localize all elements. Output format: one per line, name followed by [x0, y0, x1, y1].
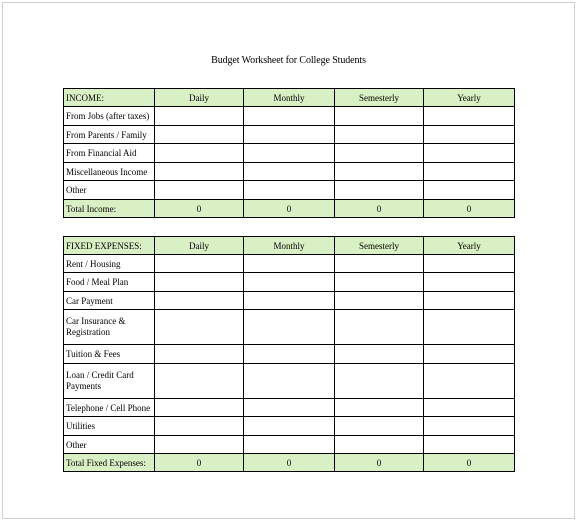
income-value-cell[interactable] — [244, 163, 335, 181]
expenses-row — [64, 417, 515, 436]
income-value-cell[interactable] — [155, 126, 244, 144]
expenses-column-header: Semesterly — [335, 237, 424, 255]
expenses-row — [64, 255, 515, 273]
income-total-label: Total Income: — [64, 200, 155, 218]
expenses-row — [64, 310, 515, 345]
expenses-value-cell[interactable] — [155, 364, 244, 399]
income-column-header: Yearly — [424, 89, 515, 107]
expenses-row — [64, 364, 515, 399]
expenses-total-value: 0 — [424, 454, 515, 472]
income-value-cell[interactable] — [335, 107, 424, 126]
income-row-label: From Parents / Family — [64, 126, 155, 144]
expenses-row — [64, 345, 515, 364]
expenses-row — [64, 436, 515, 454]
expenses-value-cell[interactable] — [244, 417, 335, 436]
income-row — [64, 163, 515, 181]
expenses-value-cell[interactable] — [244, 399, 335, 417]
expenses-value-cell[interactable] — [244, 364, 335, 399]
fixed-expenses-table — [63, 236, 515, 472]
expenses-value-cell[interactable] — [335, 273, 424, 292]
income-value-cell[interactable] — [155, 163, 244, 181]
income-value-cell[interactable] — [335, 181, 424, 200]
income-header-row — [64, 89, 515, 107]
income-column-header: Daily — [155, 89, 244, 107]
income-value-cell[interactable] — [155, 181, 244, 200]
income-row — [64, 126, 515, 144]
expenses-value-cell[interactable] — [424, 364, 515, 399]
expenses-value-cell[interactable] — [244, 310, 335, 345]
expenses-total-value: 0 — [335, 454, 424, 472]
expenses-value-cell[interactable] — [335, 399, 424, 417]
expenses-value-cell[interactable] — [424, 255, 515, 273]
expenses-row-label: Tuition & Fees — [64, 345, 155, 364]
expenses-value-cell[interactable] — [155, 292, 244, 310]
expenses-column-header: Yearly — [424, 237, 515, 255]
expenses-value-cell[interactable] — [155, 255, 244, 273]
expenses-value-cell[interactable] — [424, 345, 515, 364]
expenses-row-label: Car Insurance & Registration — [64, 310, 155, 345]
expenses-total-value: 0 — [155, 454, 244, 472]
expenses-value-cell[interactable] — [424, 310, 515, 345]
income-row-label: Other — [64, 181, 155, 200]
income-total-value: 0 — [335, 200, 424, 218]
expenses-value-cell[interactable] — [155, 345, 244, 364]
expenses-column-header: Monthly — [244, 237, 335, 255]
expenses-row-label: Utilities — [64, 417, 155, 436]
income-column-header: Semesterly — [335, 89, 424, 107]
income-total-value: 0 — [155, 200, 244, 218]
expenses-total-row — [64, 454, 515, 472]
expenses-value-cell[interactable] — [155, 310, 244, 345]
expenses-value-cell[interactable] — [244, 436, 335, 454]
expenses-section-label: FIXED EXPENSES: — [64, 237, 155, 255]
expenses-value-cell[interactable] — [335, 255, 424, 273]
expenses-row-label: Rent / Housing — [64, 255, 155, 273]
income-value-cell[interactable] — [244, 144, 335, 163]
income-total-value: 0 — [244, 200, 335, 218]
expenses-row-label: Telephone / Cell Phone — [64, 399, 155, 417]
expenses-value-cell[interactable] — [424, 292, 515, 310]
expenses-value-cell[interactable] — [335, 292, 424, 310]
expenses-row — [64, 273, 515, 292]
income-row — [64, 144, 515, 163]
income-value-cell[interactable] — [335, 126, 424, 144]
expenses-header-row — [64, 237, 515, 255]
income-value-cell[interactable] — [335, 144, 424, 163]
expenses-row-label: Other — [64, 436, 155, 454]
expenses-value-cell[interactable] — [155, 273, 244, 292]
document-title: Budget Worksheet for College Students — [211, 55, 366, 66]
income-value-cell[interactable] — [244, 126, 335, 144]
expenses-value-cell[interactable] — [155, 417, 244, 436]
income-value-cell[interactable] — [244, 181, 335, 200]
income-row-label: Miscellaneous Income — [64, 163, 155, 181]
expenses-total-label: Total Fixed Expenses: — [64, 454, 155, 472]
income-row — [64, 181, 515, 200]
income-row-label: From Jobs (after taxes) — [64, 107, 155, 126]
expenses-value-cell[interactable] — [424, 273, 515, 292]
income-value-cell[interactable] — [424, 107, 515, 126]
expenses-value-cell[interactable] — [335, 364, 424, 399]
expenses-value-cell[interactable] — [244, 255, 335, 273]
document-page — [2, 2, 575, 519]
expenses-value-cell[interactable] — [424, 417, 515, 436]
expenses-value-cell[interactable] — [424, 399, 515, 417]
expenses-row — [64, 399, 515, 417]
expenses-row-label: Loan / Credit Card Payments — [64, 364, 155, 399]
income-row-label: From Financial Aid — [64, 144, 155, 163]
expenses-value-cell[interactable] — [335, 417, 424, 436]
income-column-header: Monthly — [244, 89, 335, 107]
income-value-cell[interactable] — [155, 107, 244, 126]
income-value-cell[interactable] — [424, 126, 515, 144]
expenses-row — [64, 292, 515, 310]
income-value-cell[interactable] — [424, 163, 515, 181]
expenses-value-cell[interactable] — [335, 345, 424, 364]
income-value-cell[interactable] — [244, 107, 335, 126]
expenses-value-cell[interactable] — [335, 310, 424, 345]
expenses-value-cell[interactable] — [155, 436, 244, 454]
income-total-value: 0 — [424, 200, 515, 218]
income-value-cell[interactable] — [424, 181, 515, 200]
income-value-cell[interactable] — [424, 144, 515, 163]
income-section-label: INCOME: — [64, 89, 155, 107]
expenses-total-value: 0 — [244, 454, 335, 472]
expenses-value-cell[interactable] — [244, 273, 335, 292]
income-table — [63, 88, 515, 218]
income-value-cell[interactable] — [335, 163, 424, 181]
expenses-row-label: Food / Meal Plan — [64, 273, 155, 292]
expenses-value-cell[interactable] — [244, 292, 335, 310]
income-value-cell[interactable] — [155, 144, 244, 163]
income-total-row — [64, 200, 515, 218]
expenses-row-label: Car Payment — [64, 292, 155, 310]
expenses-value-cell[interactable] — [424, 436, 515, 454]
expenses-value-cell[interactable] — [335, 436, 424, 454]
income-row — [64, 107, 515, 126]
expenses-value-cell[interactable] — [244, 345, 335, 364]
expenses-column-header: Daily — [155, 237, 244, 255]
expenses-value-cell[interactable] — [155, 399, 244, 417]
